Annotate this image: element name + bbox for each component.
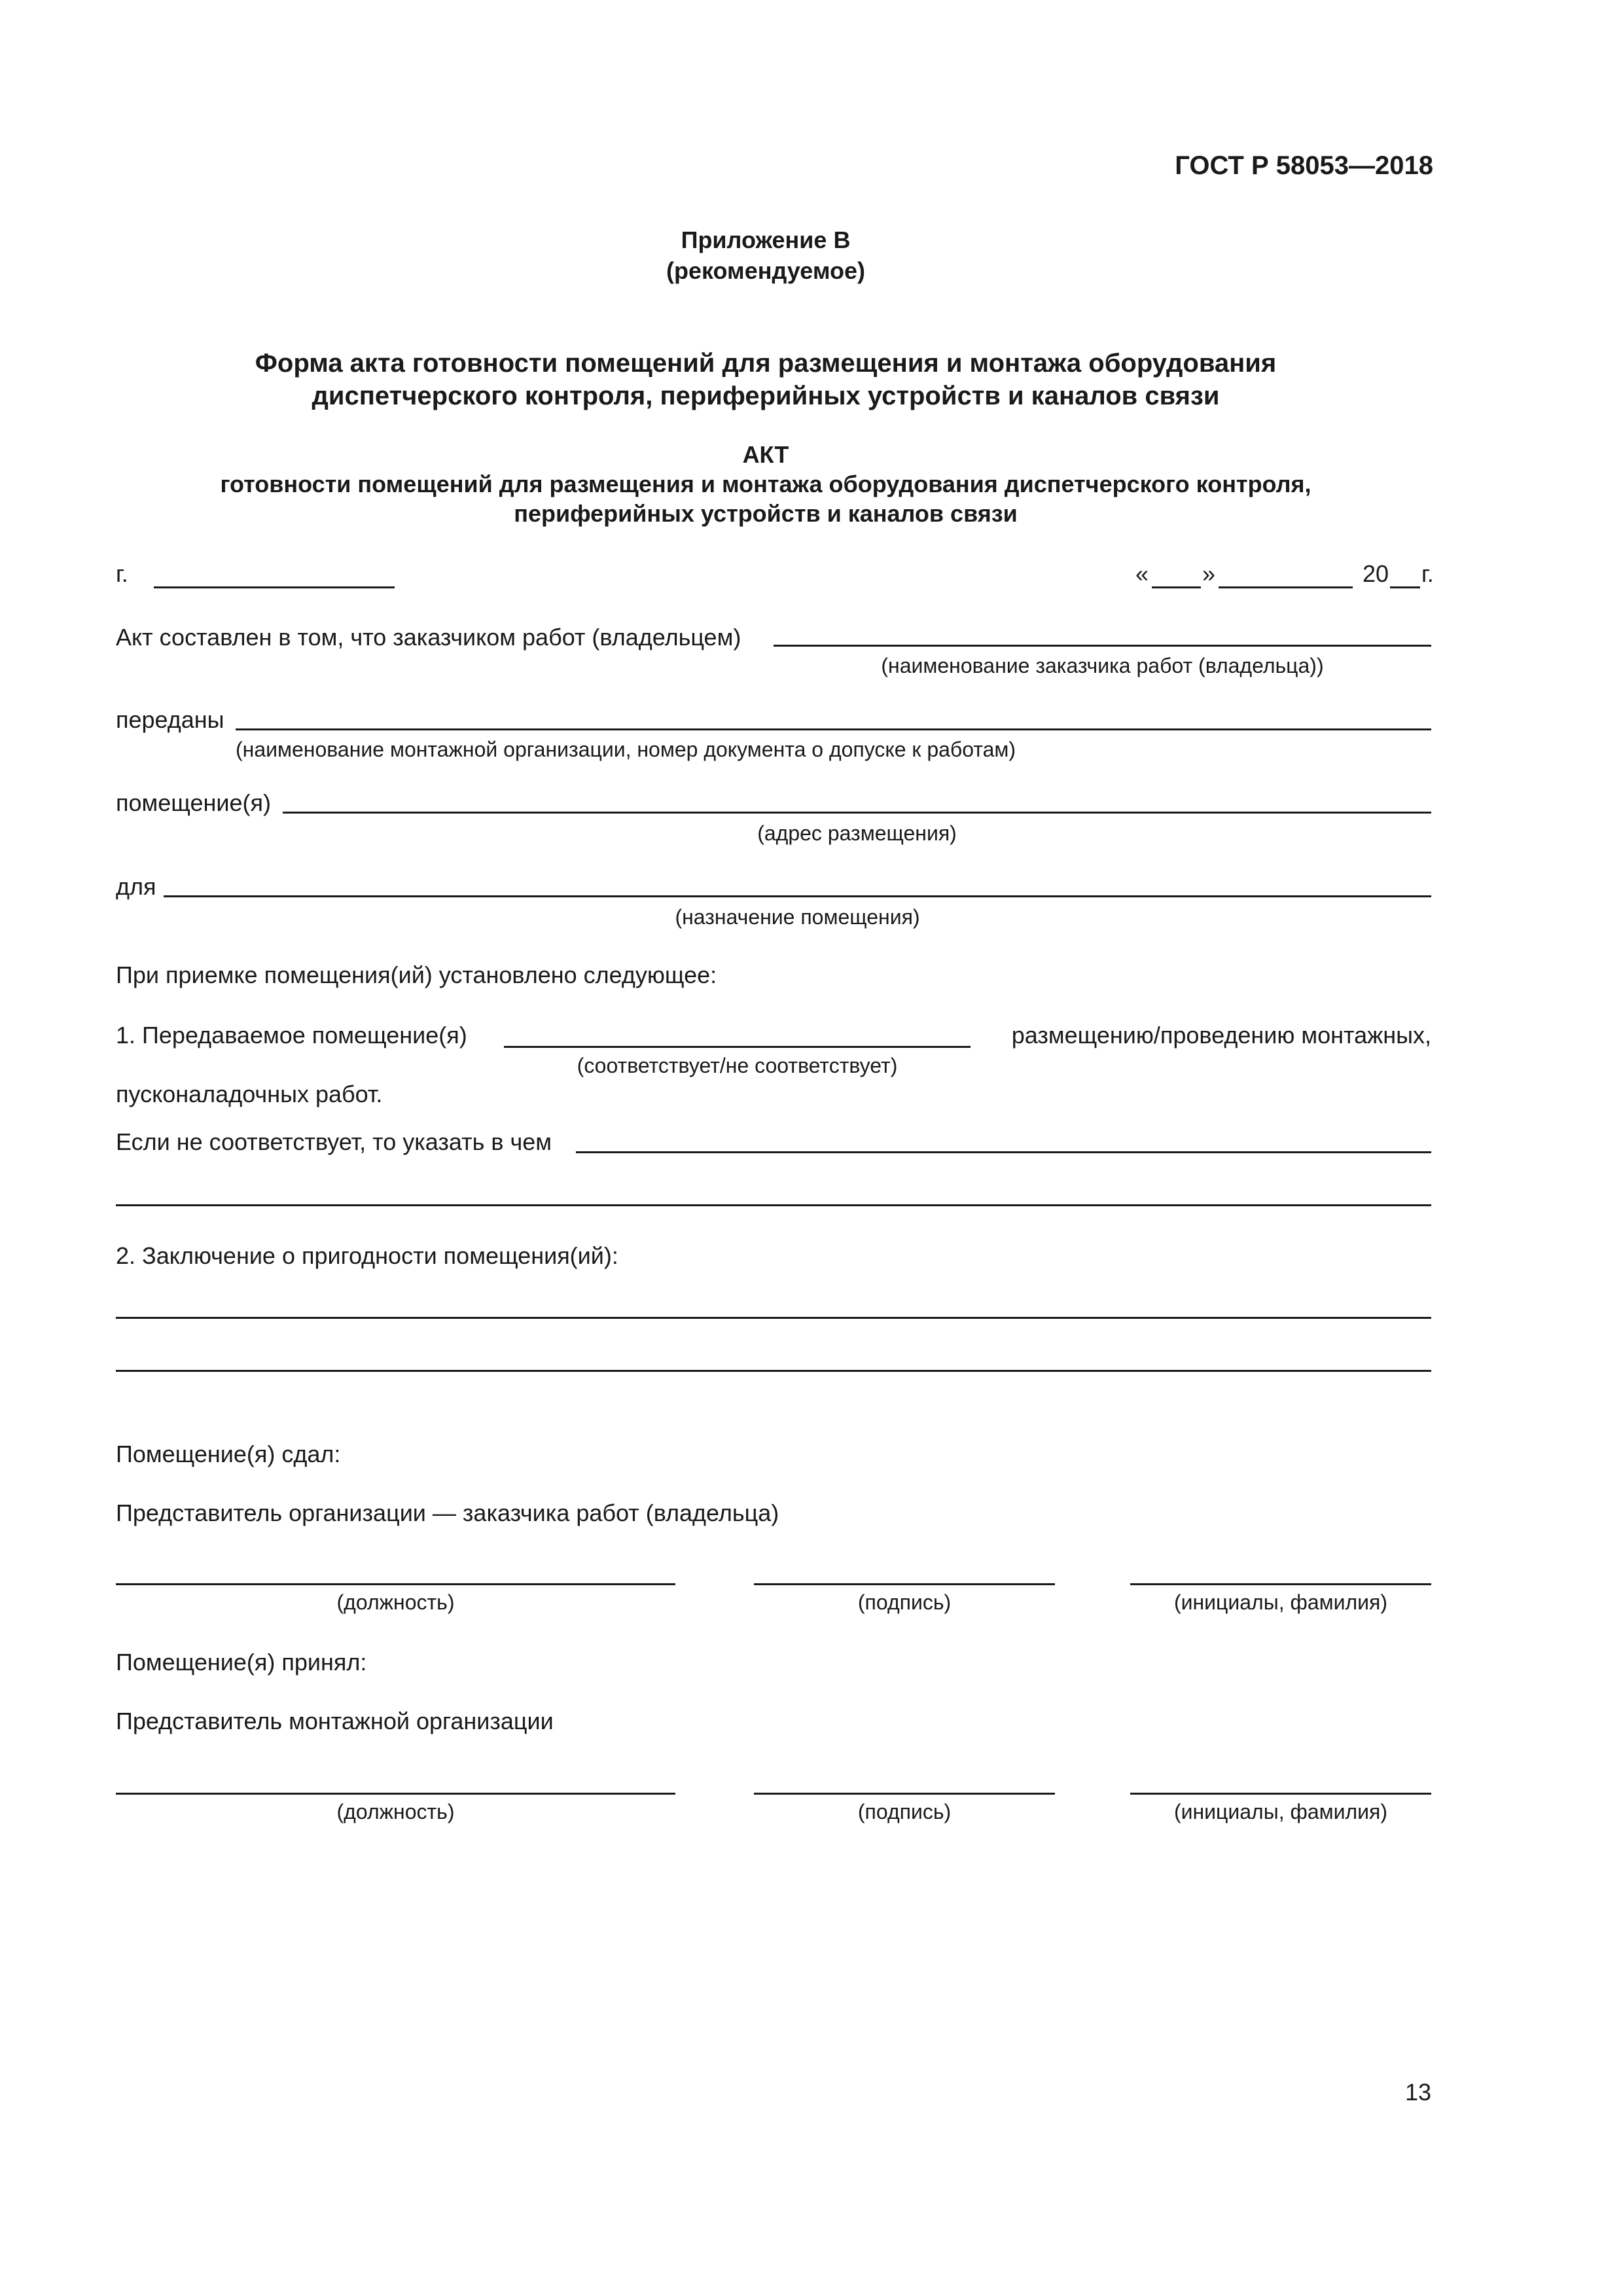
form-title-line2: диспетчерского контроля, периферийных устройств и каналов связи [312,382,1220,410]
handover-name-field[interactable] [1130,1583,1431,1585]
year-suffix: г. [1421,560,1434,587]
item1-hint: (соответствует/не соответствует) [577,1054,898,1077]
purpose-hint: (назначение помещения) [675,905,920,929]
month-field[interactable] [1219,586,1353,588]
mismatch-label: Если не соответствует, то указать в чем [116,1128,552,1155]
quote-open: « [1135,560,1149,587]
day-field[interactable] [1152,586,1201,588]
form-title-line1: Форма акта готовности помещений для размещения и монтажа оборудования [255,349,1277,378]
conclusion-line2[interactable] [116,1370,1431,1372]
item1-continuation: пусконаладочных работ. [116,1081,383,1107]
acceptance-position-field[interactable] [116,1793,675,1795]
item1-field[interactable] [504,1046,971,1048]
act-line1: готовности помещений для размещения и монтажа оборудования диспетчерского контроля, [220,471,1311,497]
transferred-label: переданы [116,706,224,733]
acceptance-signature-hint: (подпись) [857,1800,952,1823]
act-line2: периферийных устройств и каналов связи [514,500,1018,527]
year-prefix: 20 [1363,560,1389,587]
item1-prefix: 1. Передаваемое помещение(я) [116,1022,467,1049]
handover-position-hint: (должность) [336,1590,455,1614]
premises-hint: (адрес размещения) [757,821,957,845]
city-field[interactable] [154,586,395,588]
mismatch-field[interactable] [576,1151,1431,1153]
city-prefix: г. [116,560,128,587]
handover-label: Помещение(я) сдал: [116,1441,341,1467]
quote-close: » [1202,560,1216,587]
acceptance-representative: Представитель монтажной организации [116,1708,554,1734]
acceptance-name-hint: (инициалы, фамилия) [1173,1800,1388,1823]
handover-representative: Представитель организации — заказчика работ (владельца) [116,1499,779,1526]
conclusion-line1[interactable] [116,1317,1431,1319]
handover-position-field[interactable] [116,1583,675,1585]
standard-number: ГОСТ Р 58053—2018 [1175,151,1433,180]
acceptance-name-field[interactable] [1130,1793,1431,1795]
acceptance-label: Помещение(я) принял: [116,1649,367,1676]
purpose-field[interactable] [164,895,1431,897]
customer-hint: (наименование заказчика работ (владельца)) [881,654,1324,677]
premises-label: помещение(я) [116,789,272,816]
handover-signature-field[interactable] [754,1583,1055,1585]
appendix-status: (рекомендуемое) [666,257,865,284]
acceptance-signature-field[interactable] [754,1793,1055,1795]
customer-label: Акт составлен в том, что заказчиком работ (владельцем) [116,624,741,651]
item2-label: 2. Заключение о пригодности помещения(ий): [116,1242,618,1269]
findings-intro: При приемке помещения(ий) установлено следующее: [116,961,717,988]
handover-name-hint: (инициалы, фамилия) [1173,1590,1388,1614]
transferred-hint: (наименование монтажной организации, номер документа о допуске к работам) [236,738,1016,761]
act-word: АКТ [742,441,789,468]
premises-field[interactable] [283,812,1431,814]
appendix-title: Приложение В [681,226,851,253]
purpose-label: для [116,873,156,900]
item1-suffix: размещению/проведению монтажных, [1011,1022,1431,1049]
transferred-field[interactable] [236,728,1431,730]
mismatch-field-line2[interactable] [116,1204,1431,1206]
customer-field[interactable] [774,645,1431,647]
year-field[interactable] [1390,586,1420,588]
page-number: 13 [1404,2079,1431,2106]
handover-signature-hint: (подпись) [857,1590,952,1614]
acceptance-position-hint: (должность) [336,1800,455,1823]
